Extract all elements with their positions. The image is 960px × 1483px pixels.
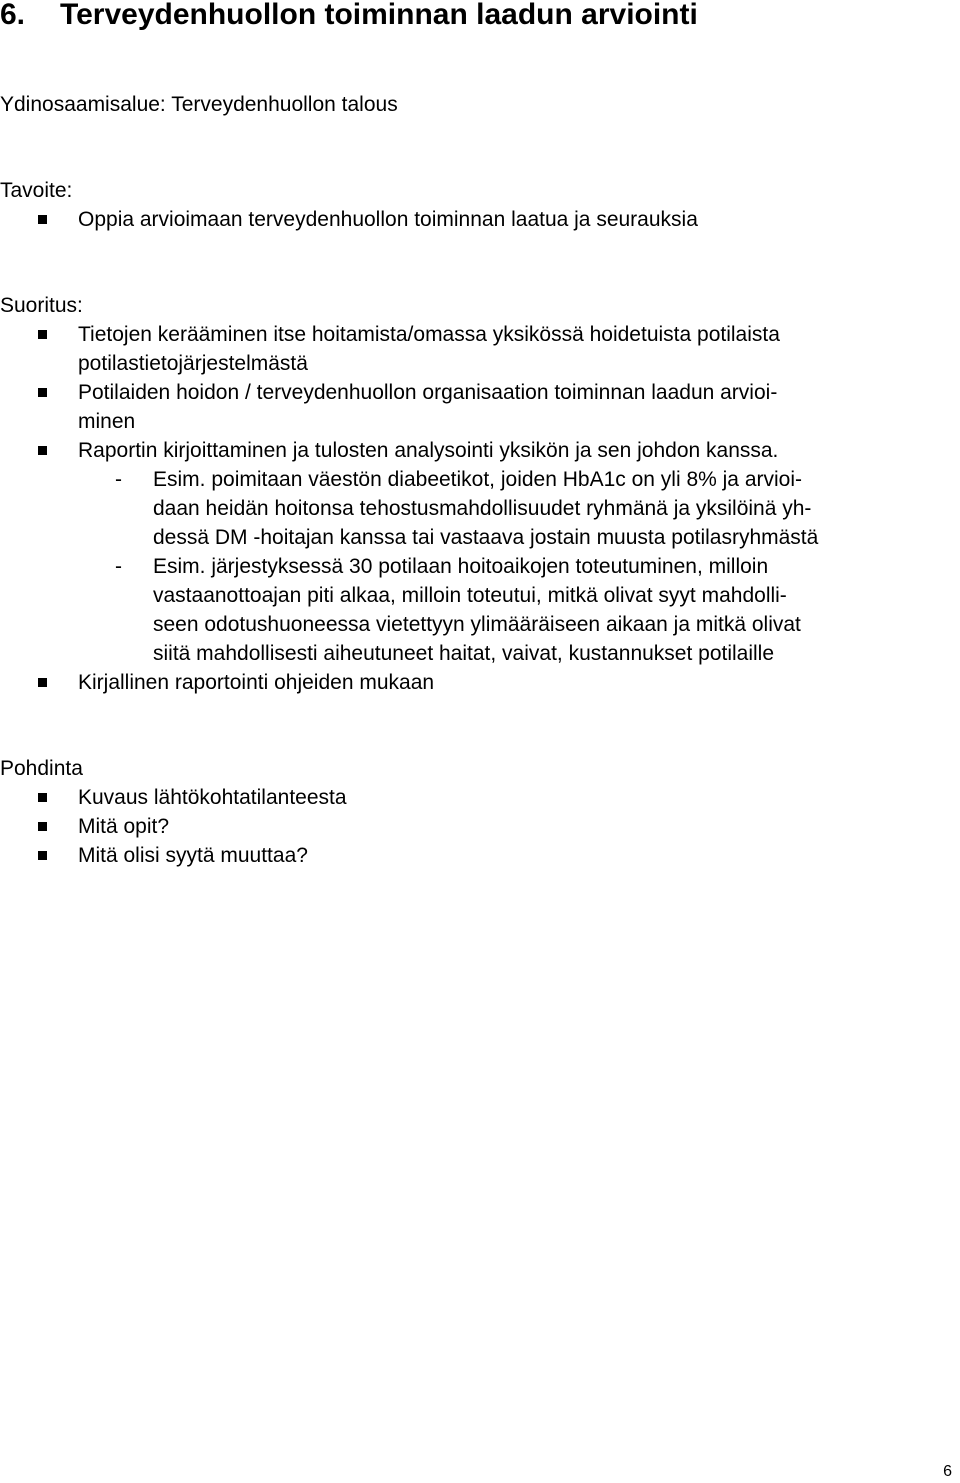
square-bullet-icon [38,822,47,831]
example-1-line-3: dessä DM -hoitajan kanssa tai vastaava jostain muusta potilasryhmästä [153,526,819,549]
example-2-line-2: vastaanottoajan piti alkaa, milloin toteutui, mitkä olivat syyt mahdolli- [153,584,787,607]
square-bullet-icon [38,388,47,397]
example-2-line-4: siitä mahdollisesti aiheutuneet haitat, vaivat, kustannukset potilaille [153,642,775,665]
example-1-line-1: Esim. poimitaan väestön diabeetikot, joiden HbA1c on yli 8% ja arvioi- [153,468,803,491]
example-1-line-2: daan heidän hoitonsa tehostusmahdollisuudet ryhmänä ja yksilöinä yh- [153,497,812,520]
example-2-line-1: Esim. järjestyksessä 30 potilaan hoitoaikojen toteutuminen, milloin [153,555,769,578]
square-bullet-icon [38,851,47,860]
section-title: Terveydenhuollon toiminnan laadun arviointi [60,0,698,31]
goal-label: Tavoite: [0,179,73,202]
performance-item-1-line-2: potilastietojärjestelmästä [78,352,308,375]
square-bullet-icon [38,215,47,224]
square-bullet-icon [38,678,47,687]
dash-marker: - [115,468,122,491]
page-number: 6 [943,1463,952,1480]
performance-item-3-text: Raportin kirjoittaminen ja tulosten analysointi yksikön ja sen johdon kanssa. [78,439,779,462]
reflection-item-3-text: Mitä olisi syytä muuttaa? [78,844,308,867]
performance-item-4-text: Kirjallinen raportointi ohjeiden mukaan [78,671,435,694]
core-area-line: Ydinosaamisalue: Terveydenhuollon talous [0,93,398,116]
square-bullet-icon [38,330,47,339]
square-bullet-icon [38,793,47,802]
goal-item-text: Oppia arvioimaan terveydenhuollon toiminnan laatua ja seurauksia [78,208,698,231]
performance-item-1-line-1: Tietojen kerääminen itse hoitamista/omassa yksikössä hoidetuista potilaista [78,323,780,346]
performance-item-2-line-1: Potilaiden hoidon / terveydenhuollon organisaation toiminnan laadun arvioi- [78,381,778,404]
section-heading [0,0,698,32]
reflection-label: Pohdinta [0,757,83,780]
performance-label: Suoritus: [0,294,83,317]
reflection-item-1-text: Kuvaus lähtökohtatilanteesta [78,786,347,809]
square-bullet-icon [38,446,47,455]
performance-item-2-line-2: minen [78,410,136,433]
section-number: 6. [0,0,26,31]
example-2-line-3: seen odotushuoneessa vietettyyn ylimääräiseen aikaan ja mitkä olivat [153,613,801,636]
reflection-item-2-text: Mitä opit? [78,815,170,838]
dash-marker: - [115,555,122,578]
